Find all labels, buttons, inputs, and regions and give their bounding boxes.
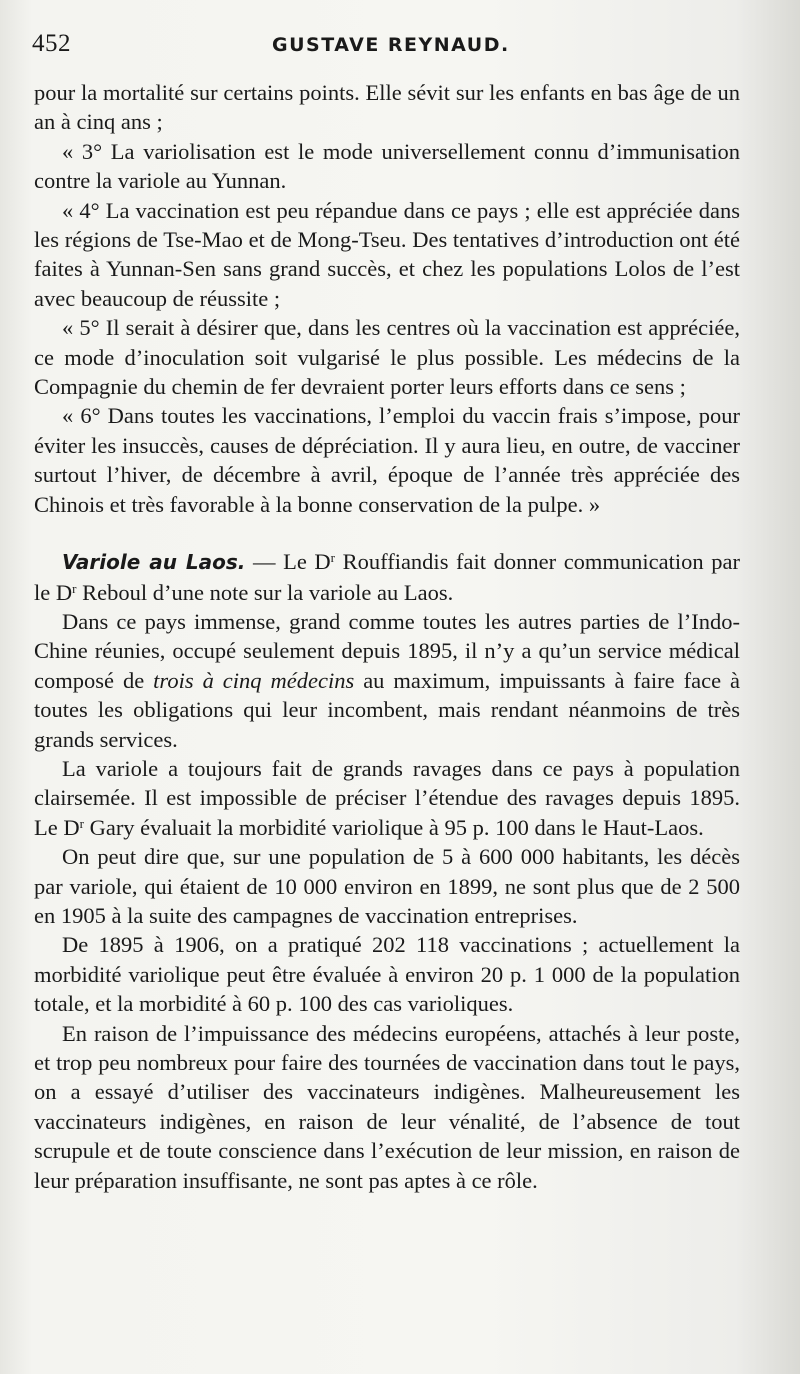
- paragraph: [34, 754, 740, 842]
- doctor-abbrev: D: [55, 579, 73, 605]
- paragraph-text: La variole a toujours fait de grands ravages dans ce pays à population clairsemée. Il est impossible de préciser l’étendue des ravages depuis 1895. Le: [34, 755, 740, 840]
- paragraph: [34, 607, 740, 754]
- running-head: GUSTAVE REYNAUD.: [272, 34, 510, 56]
- paragraph: pour la mortalité sur certains points. Elle sévit sur les enfants en bas âge de un an à cinq ans ;: [34, 80, 740, 135]
- section-paragraph: [34, 547, 740, 607]
- paragraph: « 3° La variolisation est le mode universellement connu d’immunisation contre la variole au Yunnan.: [34, 138, 740, 194]
- doctor-abbrev-sup: r: [72, 580, 77, 596]
- paragraph-text: au maximum, impuissants à faire face à toutes les obligations qui leur incombent, mais rendant néanmoins de très grands services.: [34, 667, 741, 752]
- emphasis-text: trois à cinq médecins: [153, 667, 355, 693]
- paragraph-text: Gary évaluait la morbidité variolique à 95 p. 100 dans le Haut-Laos.: [83, 814, 704, 840]
- paragraph: « 5° Il serait à désirer que, dans les centres où la vaccination est appréciée, ce mode d’inoculation soit vulgarisé le plus possible. Les médecins de la Compagnie du chemin de fer devraient porter leurs efforts dans ce sens ;: [34, 315, 740, 400]
- page-number: 452: [32, 30, 71, 57]
- paragraph: De 1895 à 1906, on a pratiqué 202 118 vaccinations ; actuellement la morbidité variolique peut être évaluée à environ 20 p. 1 000 de la population totale, et la morbidité à 60 p. 100 des cas varioliques.: [34, 932, 740, 1017]
- paragraph: En raison de l’impuissance des médecins européens, attachés à leur poste, et trop peu nombreux pour faire des tournées de vaccination dans tout le pays, on a essayé d’utiliser des vaccinateurs indigènes. Malheureusement les vaccinateurs indigènes, en raison de leur vénalité, de l’absence de tout scrupule et de toute conscience dans l’exécution de leur mission, en raison de leur préparation insuffisante, ne sont pas aptes à ce rôle.: [34, 1020, 740, 1193]
- paragraph: « 4° La vaccination est peu répandue dans ce pays ; elle est appréciée dans les régions de Tse-Mao et de Mong-Tseu. Des tentatives d’introduction ont été faites à Yunnan-Sen sans grand succès, et chez les populations Lolos de l’est avec beaucoup de réussite ;: [34, 197, 740, 311]
- section-intro-mid: Rouffiandis fait donner communication par le: [34, 549, 740, 605]
- section-intro-dash: — Le: [245, 549, 315, 575]
- paragraph-text: Dans ce pays immense, grand comme toutes les autres parties de l’Indo-Chine réunies, occupé seulement depuis 1895, il n’y a qu’un service médical composé de: [34, 608, 740, 693]
- doctor-abbrev-sup: r: [330, 550, 336, 566]
- doctor-abbrev: D: [63, 814, 80, 840]
- paragraph: « 6° Dans toutes les vaccinations, l’emploi du vaccin frais s’impose, pour éviter les insuccès, causes de dépréciation. Il y aura lieu, en outre, de vacciner surtout l’hiver, de décembre à avril, époque de l’année très appréciée des Chinois et très favorable à la bonne conservation de la pulpe. »: [34, 403, 740, 517]
- section-heading: Variole au Laos.: [62, 550, 246, 575]
- doctor-abbrev: D: [314, 549, 331, 575]
- page-body: [34, 78, 740, 1195]
- doctor-abbrev-sup: r: [79, 815, 84, 831]
- paragraph: On peut dire que, sur une population de 5 à 600 000 habitants, les décès par variole, qui étaient de 10 000 environ en 1899, ne sont plus que de 2 500 en 1905 à la suite des campagnes de vaccination entreprises.: [34, 844, 740, 928]
- section-intro-end: Reboul d’une note sur la variole au Laos.: [76, 579, 454, 605]
